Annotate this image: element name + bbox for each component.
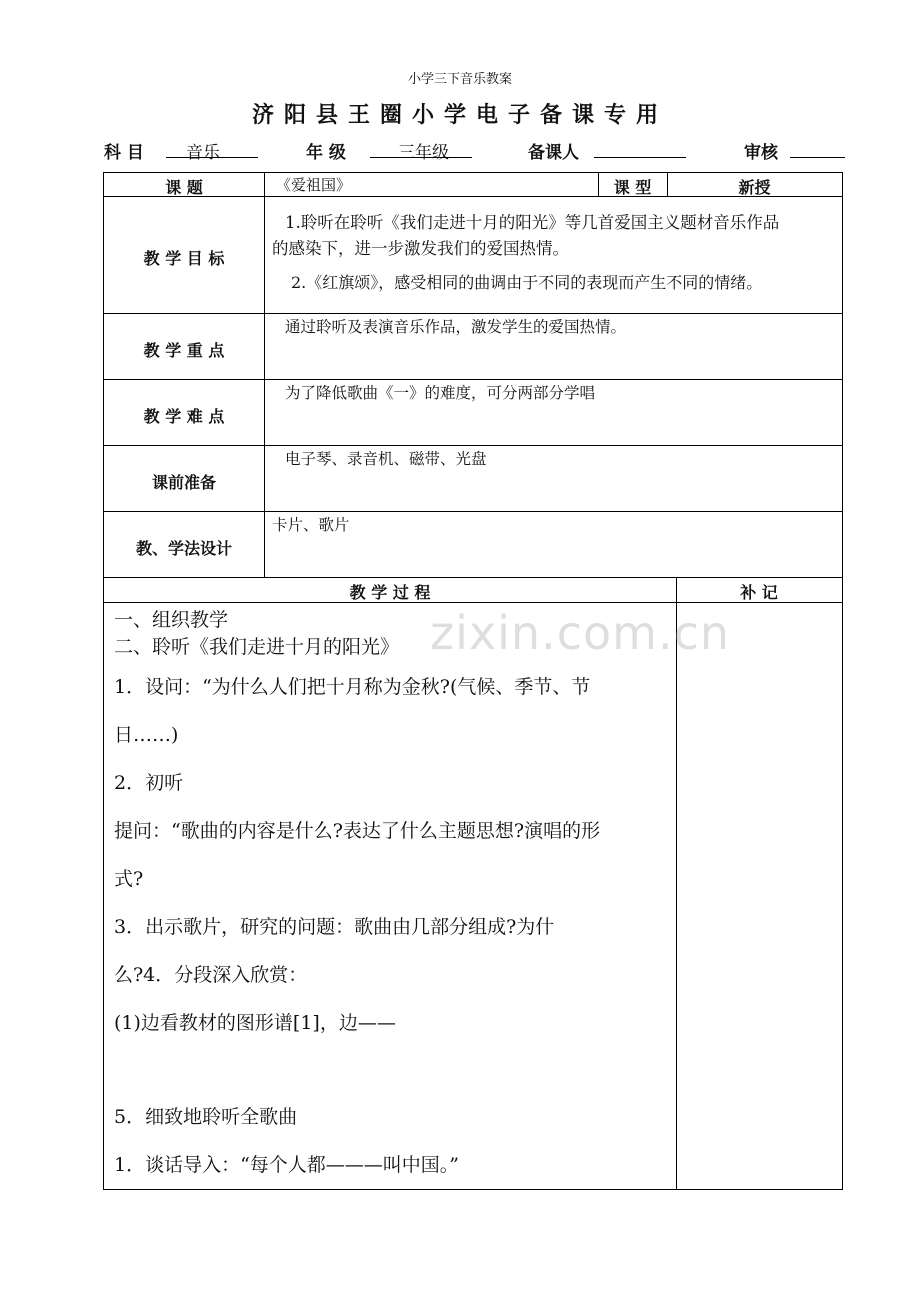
page-title: 济阳县王圈小学电子备课专用 — [251, 102, 668, 128]
preparer-label: 备课人 — [528, 143, 579, 163]
grade-underline — [370, 157, 472, 158]
method-value: 卡片、歌片 — [272, 516, 350, 534]
process-line: 3．出示歌片，研究的问题：歌曲由几部分组成?为什 — [114, 916, 555, 938]
process-line: 1．设问：“为什么人们把十月称为金秋?(气候、季节、节 — [114, 676, 591, 698]
subject-value: 音乐 — [186, 143, 220, 163]
process-label: 教 学 过 程 — [349, 583, 431, 602]
topic-value: 《爱祖国》 — [276, 176, 352, 194]
goals-line-2: 的感染下，进一步激发我们的爱国热情。 — [272, 239, 569, 258]
grade-value: 三年级 — [398, 143, 449, 163]
key-points-value: 通过聆听及表演音乐作品，激发学生的爱国热情。 — [285, 318, 627, 336]
process-line: 1．谈话导入：“每个人都———叫中国。” — [114, 1154, 460, 1176]
type-label: 课 型 — [613, 178, 652, 197]
reviewer-label: 审核 — [744, 143, 778, 163]
subject-underline — [166, 157, 258, 158]
process-line: 么?4．分段深入欣赏： — [114, 964, 308, 986]
grade-label: 年 级 — [306, 143, 346, 163]
preparer-underline — [594, 157, 686, 158]
process-line: 5．细致地聆听全歌曲 — [114, 1106, 298, 1128]
prep-label: 课前准备 — [151, 473, 216, 492]
watermark: zixin.com.cn — [430, 606, 731, 660]
process-line: (1)边看教材的图形谱[1]，边—— — [114, 1012, 396, 1034]
process-line: 一、组织教学 — [114, 609, 229, 631]
running-header: 小学三下音乐教案 — [407, 72, 512, 87]
process-line: 二、聆听《我们走进十月的阳光》 — [114, 636, 400, 658]
process-line: 式? — [114, 868, 144, 890]
key-points-label: 教 学 重 点 — [143, 341, 225, 360]
goals-line-1: 1.聆听在聆听《我们走进十月的阳光》等几首爱国主义题材音乐作品 — [285, 213, 780, 232]
process-line: 2．初听 — [114, 772, 184, 794]
goals-line-3: 2.《红旗颂》，感受相同的曲调由于不同的表现而产生不同的情绪。 — [291, 273, 763, 292]
topic-label: 课 题 — [165, 178, 203, 197]
difficulty-label: 教 学 难 点 — [143, 407, 225, 426]
goals-label: 教 学 目 标 — [143, 249, 225, 268]
process-line: 提问：“歌曲的内容是什么?表达了什么主题思想?演唱的形 — [114, 820, 601, 842]
subject-label: 科 目 — [104, 143, 144, 163]
difficulty-value: 为了降低歌曲《一》的难度，可分两部分学唱 — [285, 384, 596, 402]
process-line: 日……) — [114, 724, 179, 746]
type-value: 新授 — [738, 178, 771, 197]
method-label: 教、学法设计 — [135, 539, 232, 558]
reviewer-underline — [790, 157, 845, 158]
prep-value: 电子琴、录音机、磁带、光盘 — [285, 450, 487, 468]
notes-label: 补 记 — [740, 583, 778, 602]
